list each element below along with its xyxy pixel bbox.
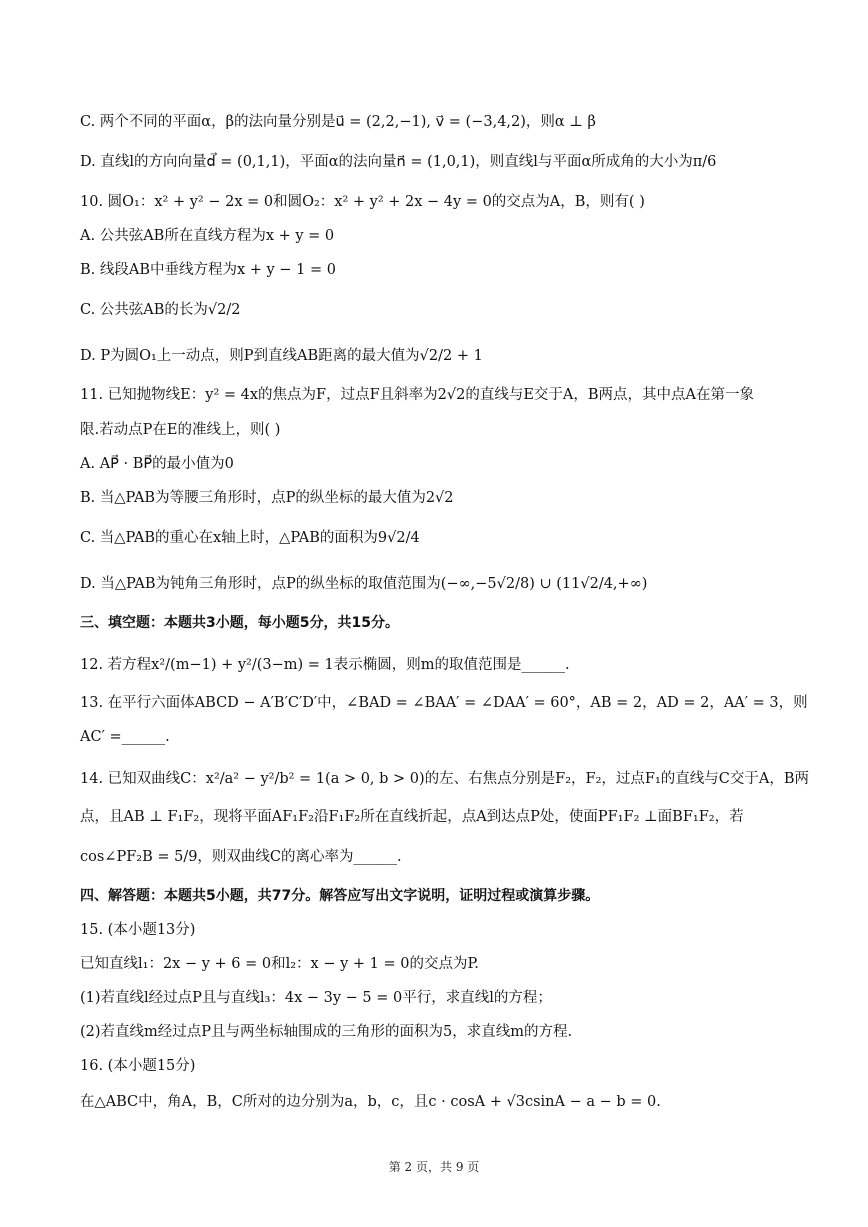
option-9d: D. 直线l的方向向量d⃗ = (0,1,1)，平面α的法向量n⃗ = (1,0,1)，则直线l与平面α所成角的大小为π/6	[80, 154, 717, 170]
section-heading-solutions: 四、解答题：本题共5小题，共77分。解答应写出文字说明，证明过程或演算步骤。	[80, 888, 600, 904]
option-10a: A. 公共弦AB所在直线方程为x + y = 0	[80, 228, 335, 244]
question-14-line-3: cos∠PF₂B = 5/9，则双曲线C的离心率为______.	[80, 849, 402, 865]
option-10c: C. 公共弦AB的长为√2/2	[80, 302, 241, 318]
question-14-line-2: 点，且AB ⊥ F₁F₂，现将平面AF₁F₂沿F₁F₂所在直线折起，点A到达点P处，使面PF₁F₂ ⊥面BF₁F₂，若	[80, 809, 744, 825]
question-15-part-1: (1)若直线l经过点P且与直线l₃：4x − 3y − 5 = 0平行，求直线l的方程；	[80, 990, 552, 1006]
question-15-stem: 已知直线l₁：2x − y + 6 = 0和l₂：x − y + 1 = 0的交点为P.	[80, 956, 479, 972]
question-11-line-2: 限.若动点P在E的准线上，则( )	[80, 422, 281, 438]
question-13-line-2: AC′ =______.	[80, 729, 170, 745]
option-9c: C. 两个不同的平面α，β的法向量分别是u⃗ = (2,2,−1), v⃗ = (−3,4,2)，则α ⊥ β	[80, 114, 596, 130]
question-12: 12. 若方程x²/(m−1) + y²/(3−m) = 1表示椭圆，则m的取值范围是______.	[80, 657, 570, 673]
question-13-line-1: 13. 在平行六面体ABCD − A′B′C′D′中，∠BAD = ∠BAA′ = ∠DAA′ = 60°，AB = 2，AD = 2，AA′ = 3，则	[80, 695, 808, 711]
question-11-line-1: 11. 已知抛物线E：y² = 4x的焦点为F，过点F且斜率为2√2的直线与E交于A，B两点，其中点A在第一象	[80, 387, 755, 403]
question-15-header: 15. (本小题13分)	[80, 922, 196, 938]
option-11c: C. 当△PAB的重心在x轴上时，△PAB的面积为9√2/4	[80, 530, 420, 546]
option-11d: D. 当△PAB为钝角三角形时，点P的纵坐标的取值范围为(−∞,−5√2/8) ∪ (11√2/4,+∞)	[80, 576, 648, 592]
question-16-header: 16. (本小题15分)	[80, 1058, 196, 1074]
question-10: 10. 圆O₁：x² + y² − 2x = 0和圆O₂：x² + y² + 2x − 4y = 0的交点为A，B，则有( )	[80, 194, 645, 210]
question-16-stem: 在△ABC中，角A，B，C所对的边分别为a，b，c，且c · cosA + √3csinA − a − b = 0.	[80, 1094, 661, 1110]
question-14-line-1: 14. 已知双曲线C：x²/a² − y²/b² = 1(a > 0, b > 0)的左、右焦点分别是F₂，F₂，过点F₁的直线与C交于A，B两	[80, 771, 810, 787]
option-11b: B. 当△PAB为等腰三角形时，点P的纵坐标的最大值为2√2	[80, 490, 454, 506]
option-11a: A. AP⃗ · BP⃗的最小值为0	[80, 456, 234, 472]
section-heading-fill-in: 三、填空题：本题共3小题，每小题5分，共15分。	[80, 615, 399, 631]
question-15-part-2: (2)若直线m经过点P且与两坐标轴围成的三角形的面积为5，求直线m的方程.	[80, 1024, 573, 1040]
page-footer: 第 2 页，共 9 页	[388, 1160, 480, 1174]
option-10d: D. P为圆O₁上一动点，则P到直线AB距离的最大值为√2/2 + 1	[80, 348, 483, 364]
option-10b: B. 线段AB中垂线方程为x + y − 1 = 0	[80, 262, 336, 278]
